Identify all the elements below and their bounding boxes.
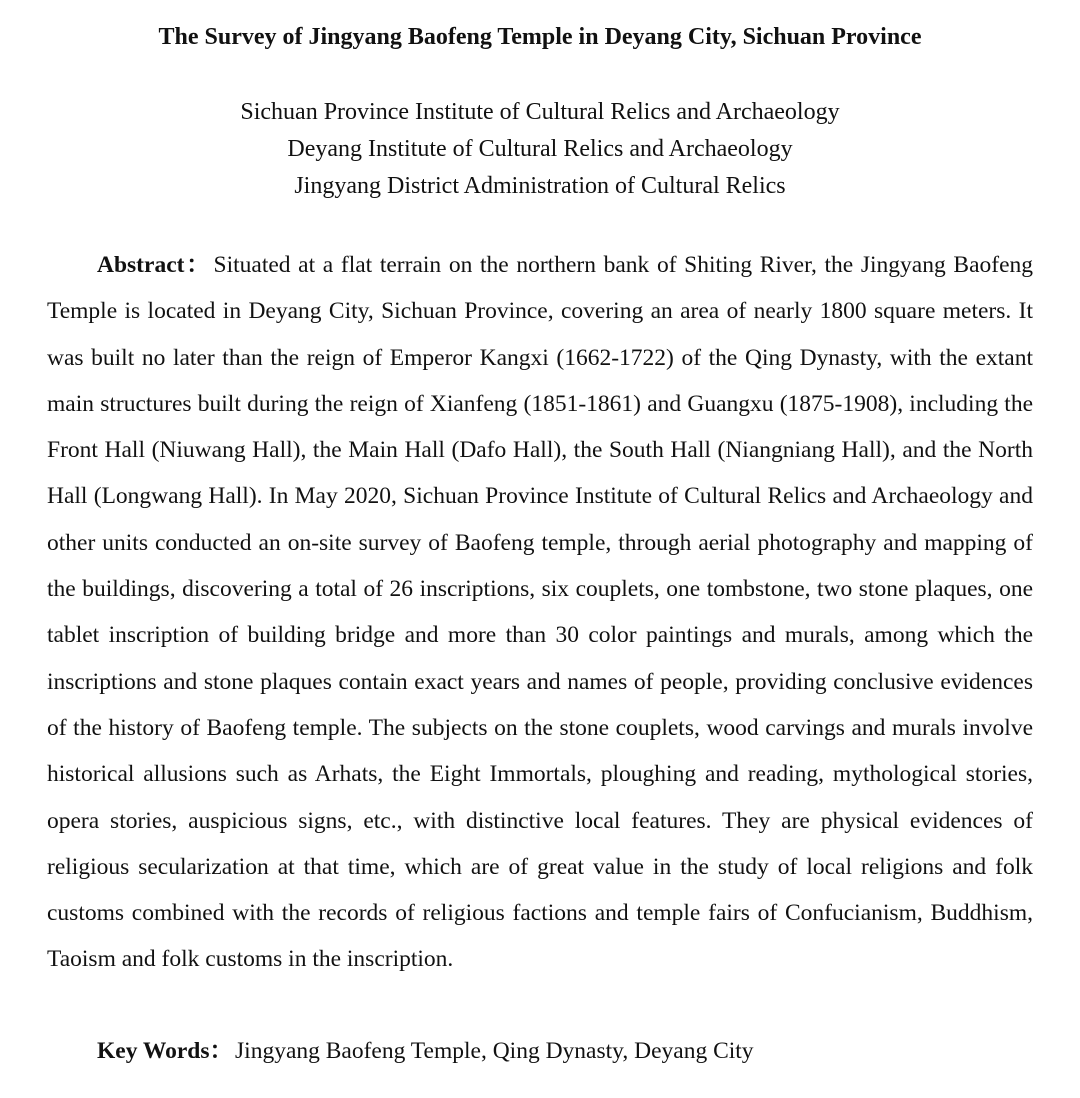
affiliation-line: Jingyang District Administration of Cultural Relics [294,173,786,199]
keywords-text: Jingyang Baofeng Temple, Qing Dynasty, Deyang City [235,1038,754,1064]
affiliation-line: Sichuan Province Institute of Cultural Relics and Archaeology [240,99,840,125]
paper-title: The Survey of Jingyang Baofeng Temple in Deyang City, Sichuan Province [158,24,922,50]
abstract-label-separator: ： [184,252,212,278]
abstract-paragraph [47,242,1033,983]
keywords-label: Key Words [97,1038,210,1064]
abstract-text: Situated at a flat terrain on the northern bank of Shiting River, the Jingyang Baofeng Temple is located in Deyang City, Sichuan Province, covering an area of nearly 1800 square meters. It was built no later than the reign of Emperor Kangxi (1662-1722) of the Qing Dynasty, with the extant main structures built during the reign of Xianfeng (1851-1861) and Guangxu (1875-1908), including the Front Hall (Niuwang Hall), the Main Hall (Dafo Hall), the South Hall (Niangniang Hall), and the North Hall (Longwang Hall). In May 2020, Sichuan Province Institute of Cultural Relics and Archaeology and other units conducted an on-site survey of Baofeng temple, through aerial photography and mapping of the buildings, discovering a total of 26 inscriptions, six couplets, one tombstone, two stone plaques, one tablet inscription of building bridge and more than 30 color paintings and murals, among which the inscriptions and stone plaques contain exact years and names of people, providing conclusive evidences of the history of Baofeng temple. The subjects on the stone couplets, wood carvings and murals involve historical allusions such as Arhats, the Eight Immortals, ploughing and reading, mythological stories, opera stories, auspicious signs, etc., with distinctive local features. They are physical evidences of religious secularization at that time, which are of great value in the study of local religions and folk customs combined with the records of religious factions and temple fairs of Confucianism, Buddhism, Taoism and folk customs in the inscription. [47,252,1034,973]
keywords-label-separator: ： [209,1038,234,1064]
keywords-line [97,1031,1033,1071]
abstract-label: Abstract [97,252,185,278]
author-affiliations [0,94,1080,205]
affiliation-line: Deyang Institute of Cultural Relics and Archaeology [287,136,793,162]
